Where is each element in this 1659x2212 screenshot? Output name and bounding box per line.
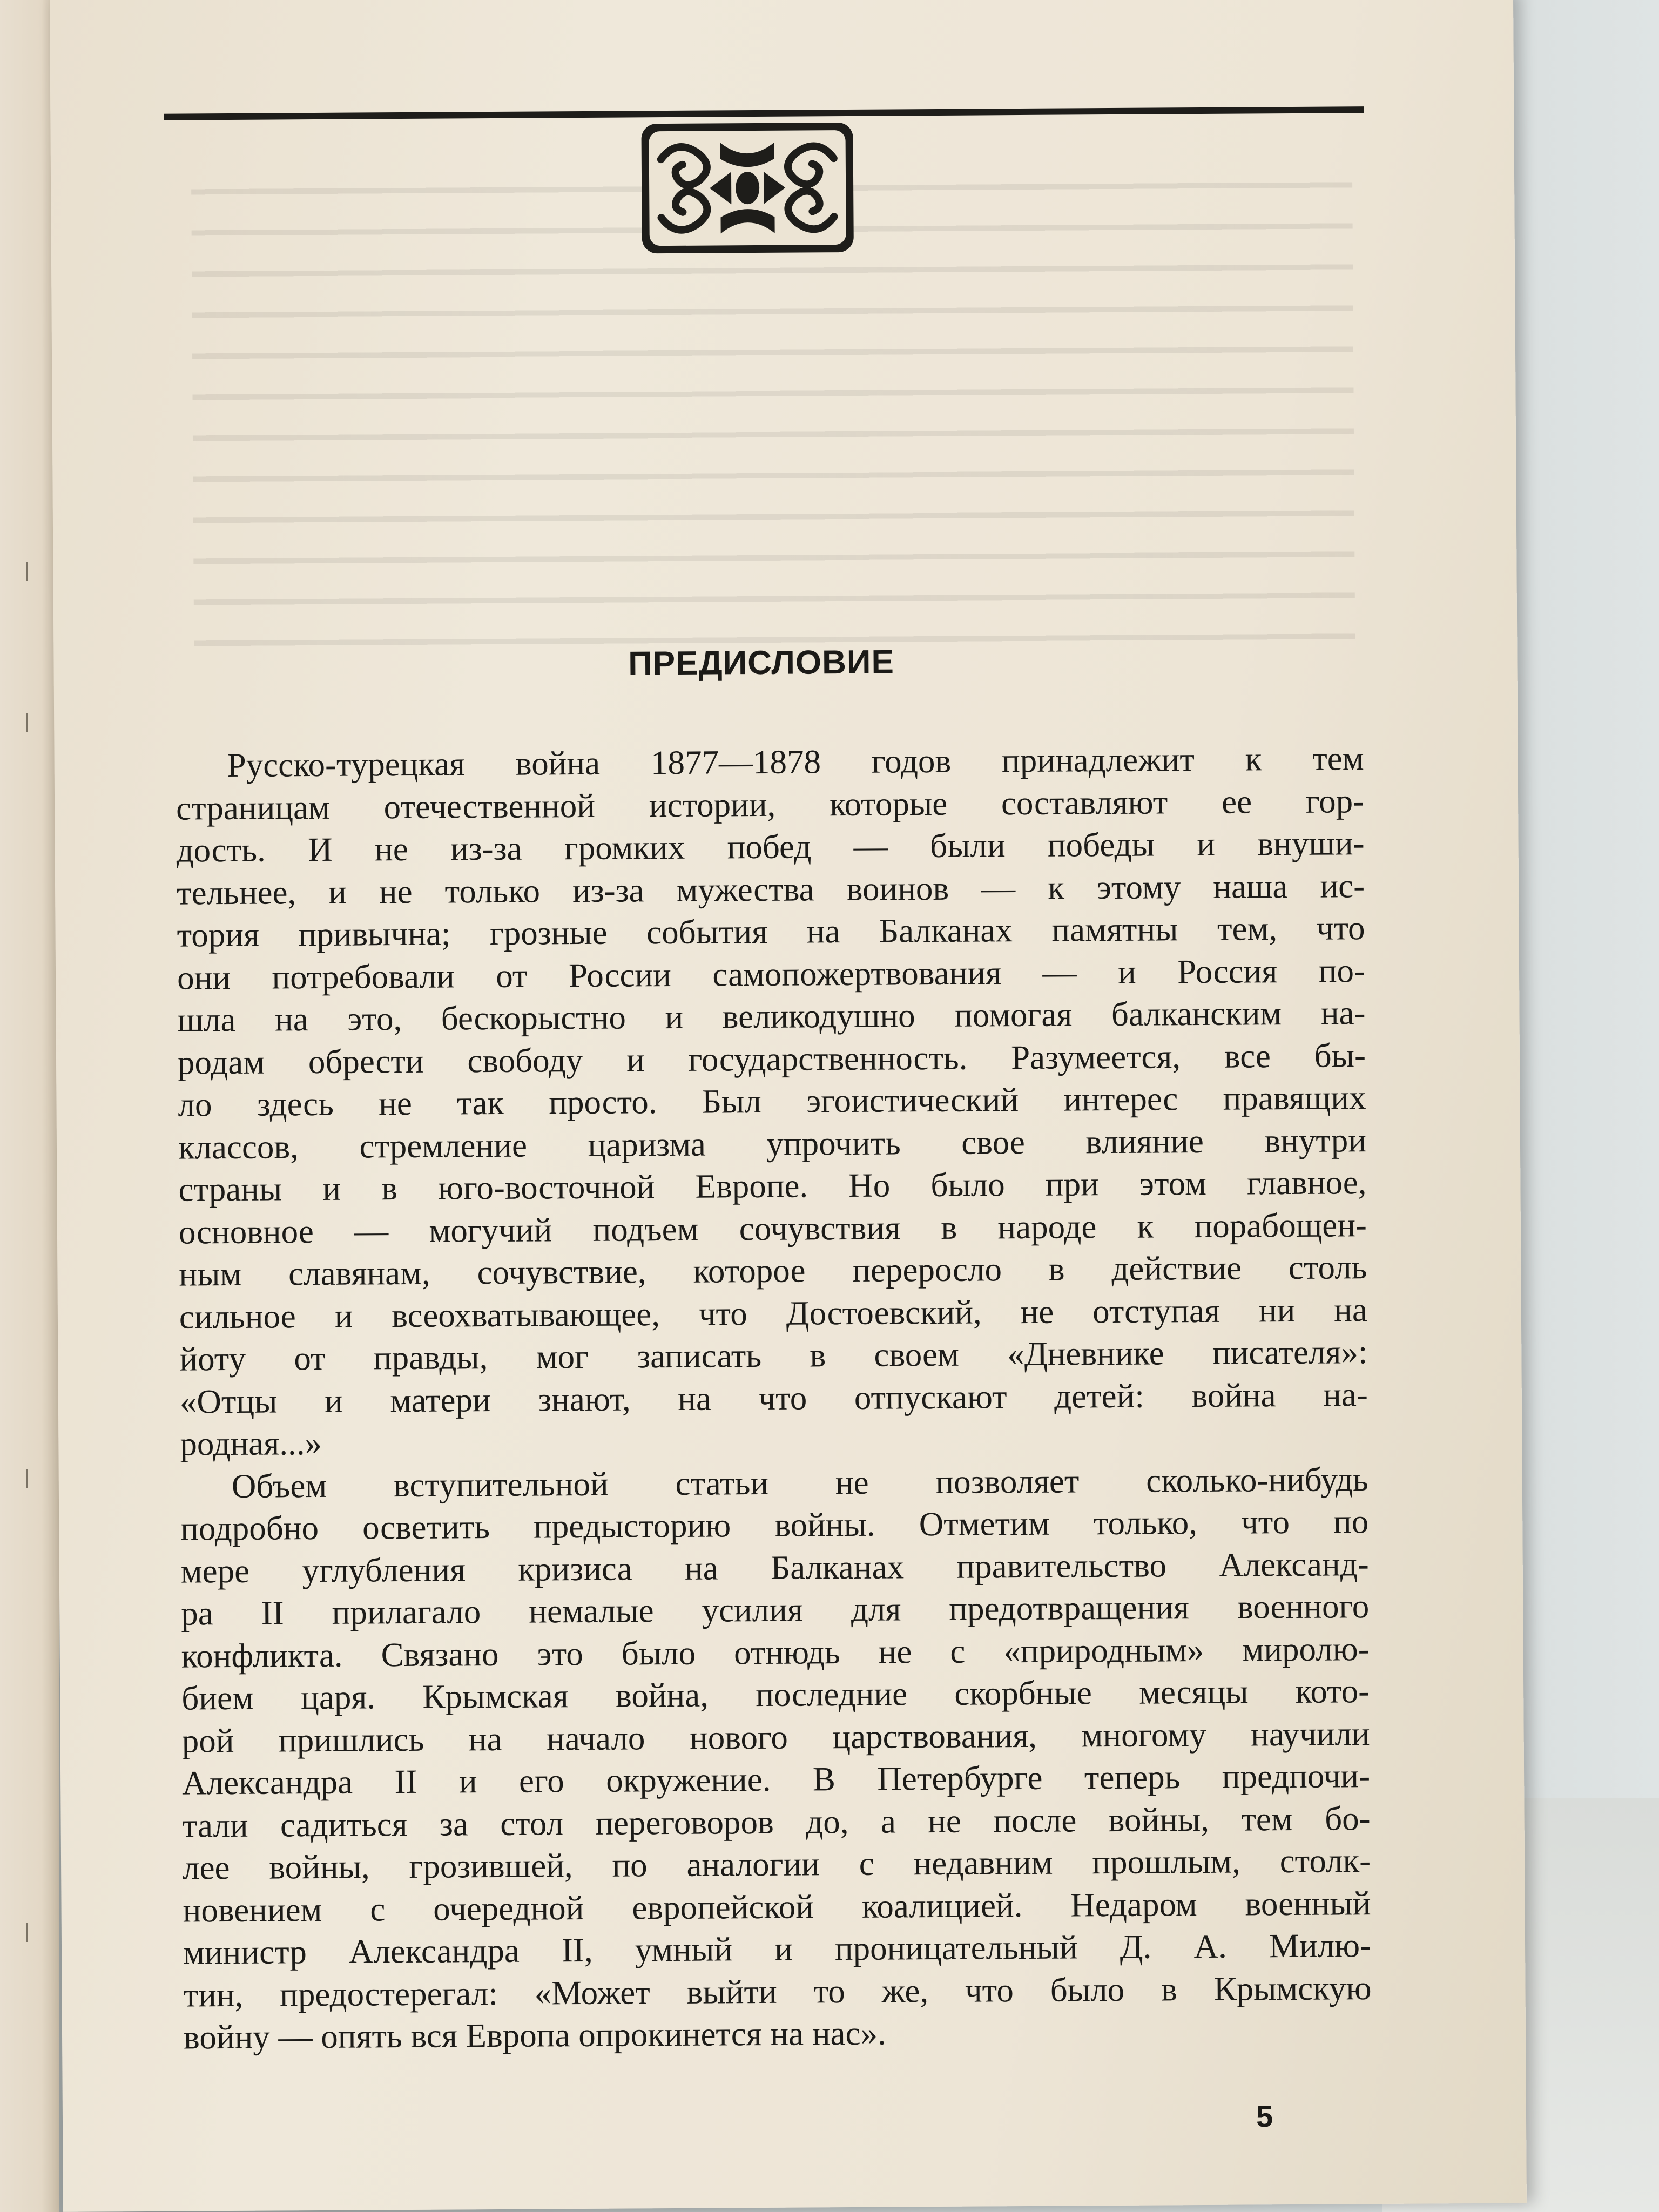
text-line: ра II прилагало немалые усилия для предотвращения военного xyxy=(181,1587,1370,1633)
text-line: йоту от правды, мог записать в своем «Дневнике писателя»: xyxy=(179,1333,1368,1378)
text-line: мере углубления кризиса на Балканах правительство Александ- xyxy=(180,1545,1369,1590)
text-line: конфликта. Связано это было отнюдь не с «природным» миролю- xyxy=(181,1629,1370,1675)
text-line: страницам отечественной истории, которые составляют ее гор- xyxy=(176,781,1365,827)
text-line: дость. И не из-за громких побед — были победы и внуши- xyxy=(176,824,1365,869)
paragraph-2 xyxy=(180,1458,1372,2059)
text-line: классов, стремление царизма упрочить свое влияние внутри xyxy=(178,1121,1367,1166)
text-line: лее войны, грозившей, по аналогии с недавним прошлым, столк- xyxy=(182,1842,1371,1887)
binding-stitch xyxy=(26,1469,28,1488)
text-line: тельнее, и не только из-за мужества воинов — к этому наша ис- xyxy=(176,866,1365,912)
paragraph-1 xyxy=(176,737,1368,1465)
binding-stitch xyxy=(26,1923,28,1942)
top-rule xyxy=(164,106,1364,120)
text-line: бием царя. Крымская война, последние скорбные месяцы кото- xyxy=(181,1672,1370,1717)
page-title: ПРЕДИСЛОВИЕ xyxy=(628,643,895,683)
binding-edge xyxy=(0,0,59,2212)
text-line: министр Александра II, умный и проницательный Д. А. Милю- xyxy=(183,1926,1372,1972)
book-page xyxy=(50,0,1527,2212)
text-line: Александра II и его окружение. В Петербурге теперь предпочи- xyxy=(181,1757,1371,1802)
text-line: войну — опять вся Европа опрокинется на нас». xyxy=(183,2014,886,2056)
text-line: тали садиться за стол переговоров до, а не после войны, тем бо- xyxy=(182,1799,1371,1845)
text-line: «Отцы и матери знают, на что отпускают детей: война на- xyxy=(179,1375,1368,1421)
text-line: тория привычна; грозные события на Балканах памятны тем, что xyxy=(177,909,1365,954)
text-line: основное — могучий подъем сочувствия в народе к порабощен- xyxy=(178,1205,1367,1251)
text-line: ным славянам, сочувствие, которое переросло в действие столь xyxy=(179,1248,1367,1293)
text-line: Объем вступительной статьи не позволяет сколько-нибудь xyxy=(231,1460,1368,1505)
text-line: родам обрести свободу и государственность. Разумеется, все бы- xyxy=(177,1036,1366,1082)
text-line: рой пришлись на начало нового царствования, многому научили xyxy=(181,1714,1370,1760)
text-line: родная...» xyxy=(180,1424,322,1463)
text-line: Русско-турецкая война 1877—1878 годов принадлежит к тем xyxy=(227,739,1364,785)
page-number: 5 xyxy=(1256,2099,1273,2134)
text-line: подробно осветить предысторию войны. Отметим только, что по xyxy=(180,1502,1369,1548)
text-line: шла на это, бескорыстно и великодушно помогая балканским на- xyxy=(177,994,1366,1039)
text-line: ло здесь не так просто. Был эгоистический интерес правящих xyxy=(178,1078,1366,1124)
text-line: новением с очередной европейской коалицией. Недаром военный xyxy=(183,1884,1371,1930)
text-line: они потребовали от России самопожертвования — и Россия по- xyxy=(177,951,1366,997)
body-text xyxy=(176,737,1372,2059)
binding-stitch xyxy=(26,562,28,581)
binding-stitch xyxy=(26,713,28,732)
text-line: тин, предостерегал: «Может выйти то же, что было в Крымскую xyxy=(183,1968,1372,2014)
text-line: страны и в юго-восточной Европе. Но было при этом главное, xyxy=(178,1163,1367,1209)
ornament-vignette-icon xyxy=(639,120,856,255)
text-line: сильное и всеохватывающее, что Достоевский, не отступая ни на xyxy=(179,1290,1368,1336)
